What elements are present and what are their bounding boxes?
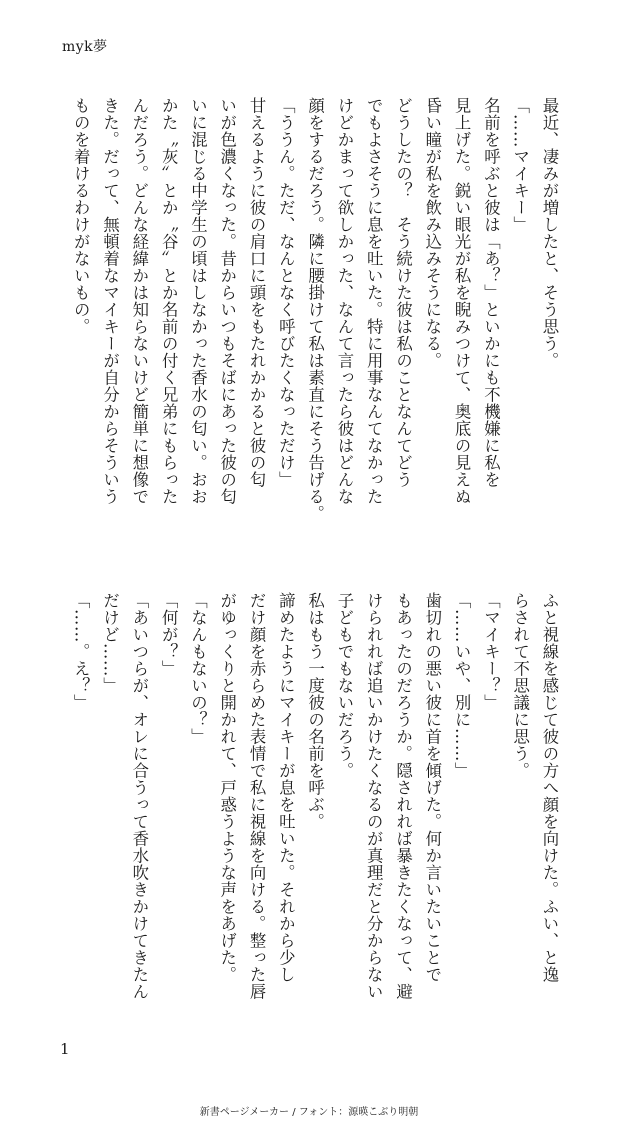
- text-line: 「なんもないの？」: [188, 592, 208, 745]
- text-line: んだろう。どんな経緯かは知らないけど簡単に想像で: [129, 97, 149, 505]
- text-line: 歯切れの悪い彼に首を傾げた。何か言いたいことで: [422, 592, 442, 983]
- text-line: 甘えるように彼の肩口に頭をもたれかかると彼の匂: [247, 97, 267, 488]
- text-line: だけ顔を赤らめた表情で私に視線を向ける。整った唇: [247, 592, 267, 1000]
- text-block-upper: [64, 97, 564, 527]
- text-line: 「……マイキー」: [510, 97, 530, 233]
- text-line: どうしたの？ そう続けた彼は私のことなんてどう: [393, 97, 413, 488]
- text-line: 私はもう一度彼の名前を呼ぶ。: [305, 592, 325, 830]
- text-line: いに混じる中学生の頃はしなかった香水の匂い。おお: [188, 97, 208, 505]
- text-line: 「マイキー？」: [481, 592, 501, 711]
- text-line: けられれば追いかけたくなるのが真理だと分からない: [364, 592, 384, 1000]
- page-number: 1: [60, 1040, 70, 1058]
- text-line: 最近、凄みが増したと、そう思う。: [540, 97, 559, 369]
- text-line: 顔をするだろう。隣に腰掛けて私は素直にそう告げる。: [305, 97, 325, 522]
- text-line: 諦めたようにマイキーが息を吐いた。それから少し: [276, 592, 296, 983]
- footer-credit: 新書ページメーカー / フォント：源暎こぶり明朝: [199, 1107, 419, 1118]
- text-line: がゆっくりと開かれて、戸惑うような声をあげた。: [217, 592, 237, 983]
- text-line: ふと視線を感じて彼の方へ顔を向けた。ふい、と逸: [540, 592, 559, 983]
- text-line: でもよさそうに息を吐いた。特に用事なんてなかった: [364, 97, 384, 505]
- header-title: myk夢: [62, 39, 108, 55]
- text-line: 子どもでもないだろう。: [334, 592, 354, 779]
- text-line: らされて不思議に思う。: [510, 592, 530, 779]
- text-line: 「ううん。ただ、なんとなく呼びたくなっただけ」: [276, 97, 296, 488]
- text-line: 昏い瞳が私を飲み込みそうになる。: [422, 97, 442, 369]
- text-line: 見上げた。鋭い眼光が私を睨みつけて、奥底の見えぬ: [452, 97, 472, 505]
- text-line: ものを着けるわけがないもの。: [71, 97, 91, 335]
- text-line: けどかまって欲しかった、なんて言ったら彼はどんな: [334, 97, 354, 505]
- text-line: 「……。え？」: [71, 592, 91, 711]
- text-line: きた。だって、無頓着なマイキーが自分からそういう: [100, 97, 120, 505]
- text-line: もあったのだろうか。隠されれば暴きたくなって、避: [393, 592, 413, 1000]
- text-line: 「何が？」: [159, 592, 179, 677]
- text-line: 名前を呼ぶと彼は「あ？」といかにも不機嫌に私を: [481, 97, 501, 488]
- text-line: いが色濃くなった。昔からいつもそばにあった彼の匂: [217, 97, 237, 505]
- text-line: だけど……」: [100, 592, 120, 694]
- text-block-lower: [64, 592, 564, 1012]
- text-line: 「……いや、別に……」: [452, 592, 472, 779]
- text-line: かた〝灰〟とか〝谷〟とか名前の付く兄弟にもらった: [159, 97, 179, 505]
- text-line: 「あいつらが、オレに合うって香水吹きかけてきたん: [129, 592, 149, 1000]
